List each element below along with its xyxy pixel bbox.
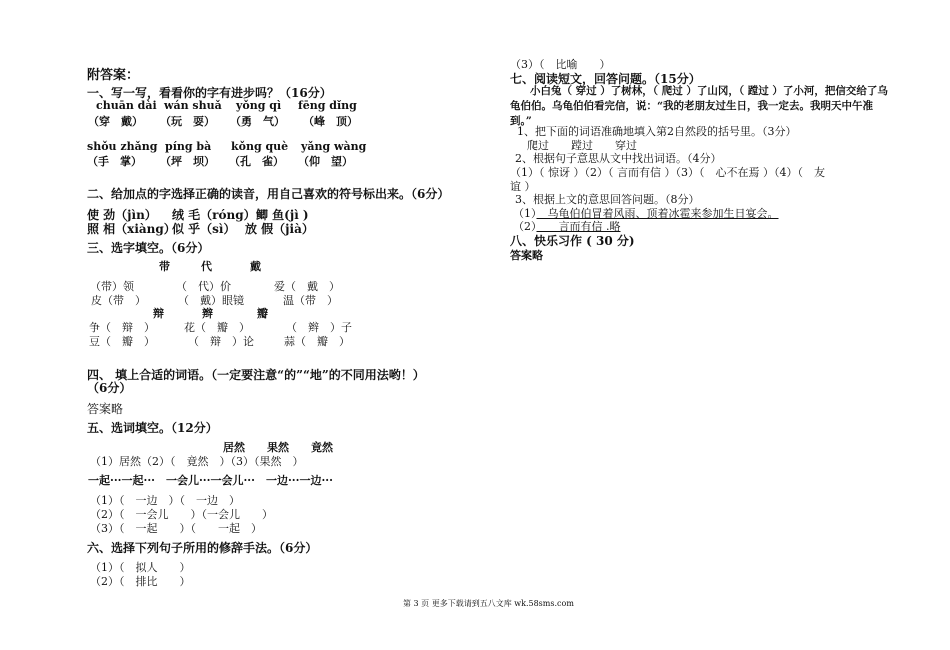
word-bank-2: 一起···一起··· 一会儿···一会儿··· 一边···一边···	[88, 474, 333, 487]
answer-5: （手 掌）	[87, 155, 142, 168]
answer-heading: 附答案：	[87, 68, 140, 83]
answer-3: （勇 气）	[230, 115, 285, 128]
reading-4: 照 相（xiàng）	[87, 222, 176, 236]
pinyin-7: kǒng què	[231, 140, 289, 153]
question-1: 1、把下面的词语准确地填入第2自然段的括号里。（3分）	[517, 125, 797, 138]
section-4-answer: 答案略	[87, 402, 124, 416]
fill-7: 争（ 辩 ）	[89, 321, 155, 334]
fill-4: 皮（带 ）	[91, 294, 146, 307]
char-choice-5: 辫	[202, 307, 213, 320]
section-4-title-line1: 四、 填上合适的词语。（一定要注意“的”“地”的不同用法哟！）	[87, 368, 425, 382]
section-6-line-1: （1）（ 拟人 ）	[90, 561, 191, 574]
pinyin-1: chuān dài	[96, 99, 157, 112]
section-3-title: 三、选字填空。（6分）	[87, 241, 210, 255]
question-2-answers-line1: （1）（ 惊讶 ）（2）（ 言而有信 ）（3）（ 心不在焉 ）（4）（ 友	[510, 166, 825, 179]
section-5-line-2: （2）（ 一会儿 ）（一会儿 ）	[90, 508, 273, 521]
fill-12: 蒜（ 瓣 ）	[284, 335, 350, 348]
pinyin-2: wán shuǎ	[164, 99, 222, 112]
question-2: 2、根据句子意思从文中找出词语。（4分）	[515, 152, 722, 165]
char-choice-2: 代	[201, 260, 212, 273]
answer-2: （玩 耍）	[160, 115, 215, 128]
reading-2: 绒 毛（róng）	[172, 208, 256, 222]
section-6-title: 六、选择下列句子所用的修辞手法。（6分）	[87, 541, 318, 555]
fill-8: 花（ 瓣 ）	[184, 321, 250, 334]
section-1-title: 一、写一写，看看你的字有进步吗？（16分）	[87, 86, 332, 100]
fill-9: （ 辫 ）子	[286, 321, 352, 334]
fill-1: （带）领	[90, 280, 134, 293]
fill-11: （ 辩 ）论	[188, 335, 254, 348]
fill-2: （ 代）价	[176, 280, 231, 293]
section-5-title: 五、选词填空。（12分）	[87, 421, 218, 435]
pinyin-3: yǒng qì	[236, 99, 282, 112]
section-7-title: 七、阅读短文，回答问题。（15分）	[510, 72, 701, 86]
answer-6: （坪 坝）	[160, 155, 215, 168]
pinyin-8: yǎng wàng	[301, 140, 367, 153]
answer-7: （孔 雀）	[229, 155, 284, 168]
question-3: 3、根据上文的意思回答问题。（8分）	[515, 193, 700, 206]
section-8-answer: 答案略	[510, 249, 543, 262]
pinyin-4: fēng dǐng	[298, 99, 357, 112]
fill-5: （ 戴）眼镜	[178, 294, 244, 307]
reading-5: 似 乎（sì）	[172, 222, 236, 236]
pinyin-5: shǒu zhǎng	[87, 140, 158, 153]
section-5-line-3: （3）（ 一起 ）（ 一起 ）	[90, 522, 262, 535]
pinyin-6: píng bà	[165, 140, 212, 153]
page-footer: 第 3 页 更多下载请到五八文库 wk.58sms.com	[403, 599, 574, 608]
answer-1: （穿 戴）	[88, 115, 143, 128]
answer-4: （峰 顶）	[303, 115, 358, 128]
answer-8: （仰 望）	[298, 155, 353, 168]
reading-6: 放 假（jià）	[245, 222, 314, 236]
section-4-title-line2: （6分）	[87, 381, 132, 395]
fill-6: 温（带 ）	[283, 294, 338, 307]
char-choice-4: 辩	[153, 307, 164, 320]
section-6-line-3: （3）（ 比喻 ）	[510, 58, 611, 71]
answer-1-label: （1）	[513, 207, 537, 220]
fill-10: 豆（ 瓣 ）	[89, 335, 155, 348]
section-6-line-2: （2）（ 排比 ）	[90, 575, 191, 588]
fill-3: 爱（ 戴 ）	[274, 280, 340, 293]
reading-1: 使 劲（jìn）	[87, 208, 157, 222]
section-2-title: 二、给加点的字选择正确的读音，用自己喜欢的符号标出来。（6分）	[87, 187, 450, 201]
question-2-answers-line2: 谊 ）	[510, 180, 536, 193]
section-8-title: 八、快乐习作 ( 30 分)	[510, 234, 635, 248]
char-choice-3: 戴	[250, 260, 261, 273]
char-choice-6: 瓣	[257, 307, 268, 320]
answer-2-label: （2）	[513, 220, 537, 233]
section-5-line-1: （1）（ 一边 ）（ 一边 ）	[90, 494, 240, 507]
reading-3: 鲫 鱼(jì )	[256, 208, 309, 222]
reading-passage: 小白兔（ 穿过 ）了树林，（ 爬过 ）了山冈，（ 蹚过 ）了小河，把信交给了乌龟伯伯。乌龟伯伯看完信，说：“我的老朋友过生日，我一定去。我明天中午准到。”	[510, 85, 888, 127]
word-bank-1: 居然 果然 竟然	[223, 441, 333, 454]
char-choice-1: 带	[159, 260, 170, 273]
section-5-answers-1: （1）居然（2）（ 竟然 ）（3）（果然 ）	[90, 455, 304, 468]
answer-1-text: 乌龟伯伯冒着风雨、顶着冰雹来参加生日宴会。	[536, 207, 779, 220]
answer-2-text: 言而有信 .略	[536, 220, 621, 233]
question-1-words: 爬过 蹚过 穿过	[527, 139, 637, 152]
